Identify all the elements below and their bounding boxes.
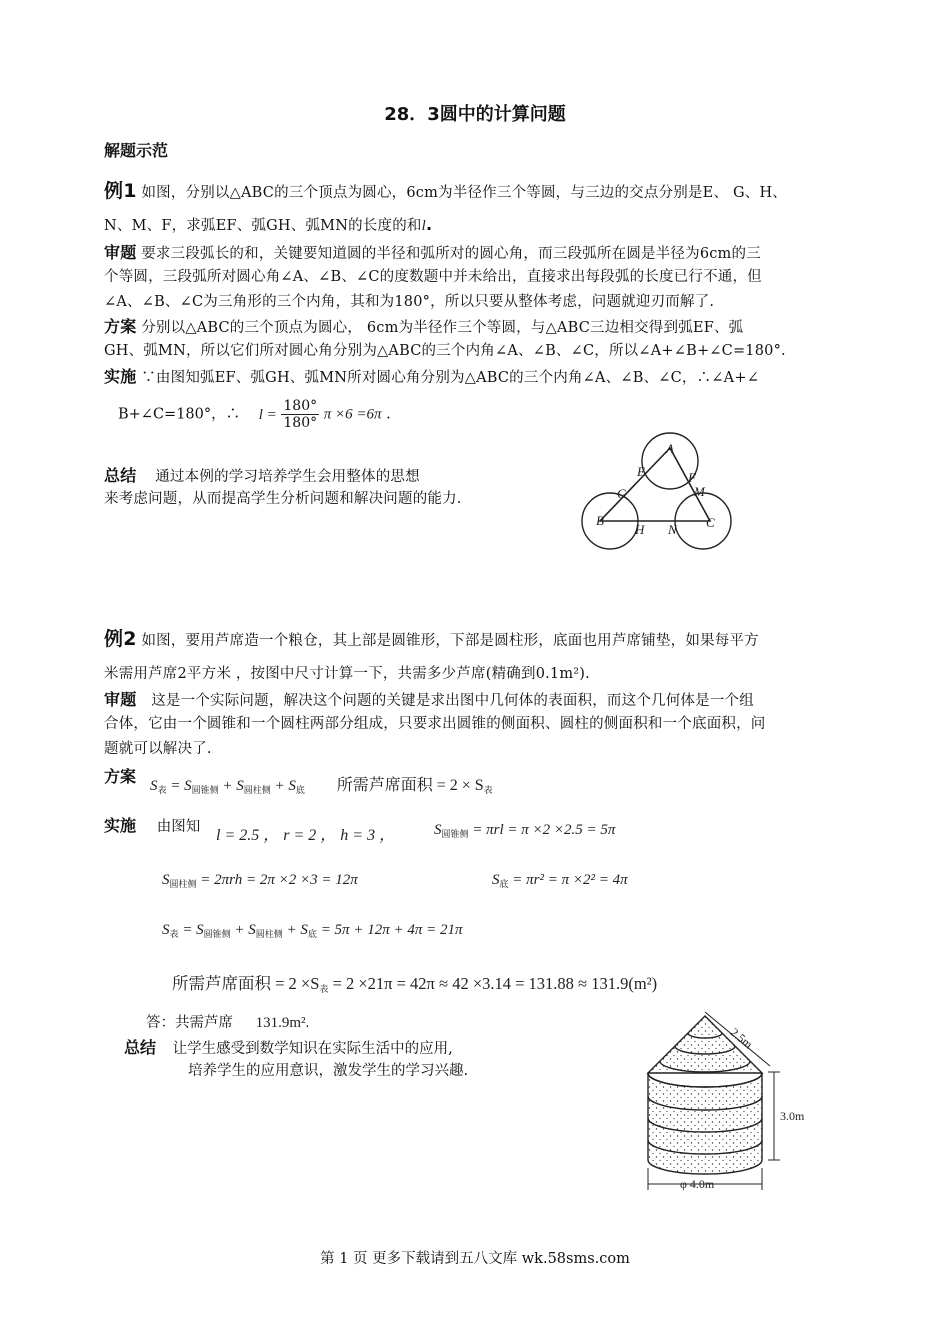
eq-need-sub: 表 [319, 984, 329, 994]
ex1-text-2: N、M、F，求弧EF、弧GH、弧MN的长度的和 [104, 218, 422, 234]
label-h: H [635, 522, 645, 537]
eq-zhuce-sub: 圆柱侧 [169, 879, 197, 889]
slant-label: 2.5m [727, 1025, 756, 1052]
ex1-formula-rest: π ×6 =6π [323, 406, 382, 423]
ex2-line2: 米需用芦席2平方米 ，按图中尺寸计算一下，共需多少芦席(精确到0.1m²). [104, 666, 590, 682]
ex1-shenti-2: 个等圆，三段弧所对圆心角∠A、∠B、∠C的度数题中并未给出，直接求出每段弧的长度已行不通，但 [104, 269, 762, 285]
ex2-shishi-vars: l = 2.5 ， r = 2 ， h = 3 ， [216, 827, 396, 844]
fangan-s: S [150, 778, 158, 794]
ex2-zongjie-1 [124, 1035, 453, 1058]
fangan-sub-zhuce: 圆柱侧 [243, 785, 271, 795]
eq-biao-sub: 表 [169, 929, 179, 939]
eq-biao-text: = 5π + 12π + 4π = 21π [320, 922, 463, 938]
fangan-need: 所需芦席面积 = 2 × S [336, 777, 484, 794]
ex1-zongjie-text-1: 通过本例的学习培养学生会用整体的思想 [155, 469, 420, 485]
eq-biao-sub-4: 底 [307, 929, 317, 939]
ex1-shishi-2 [118, 398, 391, 431]
fangan-eq: = S [170, 778, 192, 794]
eq-zhuice-text: = πrl = π ×2 ×2.5 = 5π [472, 822, 616, 838]
fangan-plus-2: + S [274, 778, 296, 794]
label-a: A [666, 441, 674, 456]
ex1-fangan-label: 方案 [104, 317, 137, 336]
ex2-fangan-row [104, 764, 136, 787]
ex2-fangan-formula [150, 772, 493, 796]
ex2-zongjie-text-1: 让学生感受到数学知识在实际生活中的应用, [172, 1041, 453, 1057]
ex2-zongjie-2: 培养学生的应用意识，激发学生的学习兴趣. [188, 1063, 469, 1079]
ex2-label: 例2 [104, 628, 137, 650]
ex1-shenti-label: 审题 [104, 243, 137, 262]
triangle-circles-figure [580, 428, 740, 553]
ex1-formula-dot: . [386, 406, 391, 423]
ex1-fangan-1 [104, 314, 743, 337]
ex2-eq-di: $S_底 = \pi r^2 = \pi \times 2^2 = 4\pi$ [492, 872, 628, 889]
section-heading: 解题示范 [104, 141, 169, 160]
ex1-formula-numerator: 180° [283, 398, 318, 414]
eq-di-text: = πr² = π ×2² = 4π [512, 872, 628, 888]
eq-biao-sub-2: 圆锥侧 [203, 929, 231, 939]
ex2-shenti-1 [104, 687, 754, 710]
ex1-label: 例1 [104, 180, 137, 202]
page-footer: 第 1 页 更多下载请到五八文库 wk.58sms.com [320, 1251, 630, 1267]
answer-value: 131.9m². [255, 1015, 310, 1031]
ex1-shenti-3: ∠A、∠B、∠C为三角形的三个内角，其和为180°，所以只要从整体考虑，问题就迎刃而解了. [104, 294, 715, 310]
ex2-shishi-intro: 由图知 [156, 819, 201, 835]
ex1-fangan-2: GH、弧MN，所以它们所对圆心角分别为△ABC的三个内角∠A、∠B、∠C，所以∠A+∠B+∠C=180°. [104, 343, 786, 359]
ex2-shenti-label: 审题 [104, 690, 137, 709]
ex1-fangan-text-1: 分别以△ABC的三个顶点为圆心， 6cm为半径作三个等圆，与△ABC三边相交得到弧EF、弧 [141, 320, 744, 336]
ex1-period: . [425, 215, 433, 234]
ex1-shishi-label: 实施 [104, 367, 137, 386]
granary-figure [620, 1008, 820, 1193]
ex1-line1 [104, 176, 787, 203]
label-f: F [688, 470, 696, 485]
fangan-sub-biao: 表 [157, 785, 167, 795]
diameter-label: φ 4.0m [680, 1177, 715, 1191]
eq-need-rest: = 2 ×21π = 42π ≈ 42 ×3.14 = 131.88 ≈ 131.9(m²) [332, 974, 658, 993]
ex1-formula-fraction [281, 398, 319, 431]
label-b: B [596, 513, 604, 528]
eq-need-text: 所需芦席面积 = 2 ×S [172, 974, 320, 993]
ex1-formula-l: l = [258, 406, 277, 423]
answer-prefix: 答：共需芦席 [146, 1015, 233, 1031]
ex2-fangan-label: 方案 [104, 767, 137, 786]
ex1-formula-denominator: 180° [283, 415, 318, 431]
ex2-eq-need [172, 970, 657, 995]
ex2-eq-biao: $S_表 = S_{圆锥侧} + S_{圆柱侧} + S_底 = 5\pi + 12\pi + 4\pi = 21\pi$ [162, 922, 463, 939]
fangan-sub-zhuice: 圆锥侧 [191, 785, 219, 795]
ex2-shishi-label: 实施 [104, 816, 137, 835]
ex1-text-1: 如图，分别以△ABC的三个顶点为圆心，6cm为半径作三个等圆，与三边的交点分别是E、 G、H、 [141, 185, 787, 201]
label-c: C [706, 515, 715, 530]
fangan-plus-1: + S [222, 778, 244, 794]
ex1-shishi-1 [104, 364, 759, 387]
eq-di-sub: 底 [499, 879, 509, 889]
ex2-shishi-row [104, 813, 200, 836]
ex2-eq-zhuce: $S_{圆柱侧} = 2\pi rh = 2\pi \times 2 \times 3 = 12\pi$ [162, 872, 358, 889]
eq-zhuce-text: = 2πrh = 2π ×2 ×3 = 12π [200, 872, 358, 888]
ex1-zongjie-1 [104, 463, 420, 486]
ex1-var-l: l [421, 218, 426, 234]
fangan-sub-di: 底 [295, 785, 305, 795]
eq-biao-sub-3: 圆柱侧 [255, 929, 283, 939]
eq-zhuice-sub: 圆锥侧 [441, 829, 469, 839]
height-label: 3.0m [780, 1109, 805, 1123]
ex2-line1 [104, 624, 759, 651]
cylinder-body [648, 1073, 762, 1174]
ex2-text-1: 如图，要用芦席造一个粮仓，其上部是圆锥形，下部是圆柱形，底面也用芦席铺垫，如果每平方 [141, 633, 759, 649]
label-e: E [637, 464, 645, 479]
ex2-shenti-3: 题就可以解决了. [104, 741, 212, 757]
label-m: M [694, 484, 705, 499]
ex1-shenti-text-1: 要求三段弧长的和，关键要知道圆的半径和弧所对的圆心角，而三段弧所在圆是半径为6cm的三 [141, 246, 761, 262]
ex1-line2 [104, 214, 432, 235]
ex2-shenti-text-1: 这是一个实际问题，解决这个问题的关键是求出图中几何体的表面积，而这个几何体是一个组 [151, 693, 754, 709]
label-n: N [668, 522, 677, 537]
ex1-shishi-text-1: ∵由图知弧EF、弧GH、弧MN所对圆心角分别为△ABC的三个内角∠A、∠B、∠C，∴∠A+∠ [141, 370, 760, 386]
ex2-shenti-2: 合体，它由一个圆锥和一个圆柱两部分组成，只要求出圆锥的侧面积、圆柱的侧面积和一个底面积，问 [104, 716, 766, 732]
ex2-answer [146, 1011, 309, 1032]
ex1-zongjie-2: 来考虑问题，从而提高学生分析问题和解决问题的能力. [104, 491, 462, 507]
ex1-zongjie-label: 总结 [104, 466, 137, 485]
ex1-shenti-1 [104, 240, 761, 263]
label-g: G [617, 486, 627, 501]
ex2-eq-zhuice: $S_{圆锥侧} = \pi rl = \pi \times 2 \times 2.5 = 5\pi$ [434, 822, 616, 839]
ex2-zongjie-label: 总结 [124, 1038, 157, 1057]
ex1-shishi-text-2: B+∠C=180°，∴ [118, 406, 241, 423]
fangan-need-sub: 表 [483, 785, 493, 795]
page-title: 28．3圆中的计算问题 [384, 104, 566, 125]
